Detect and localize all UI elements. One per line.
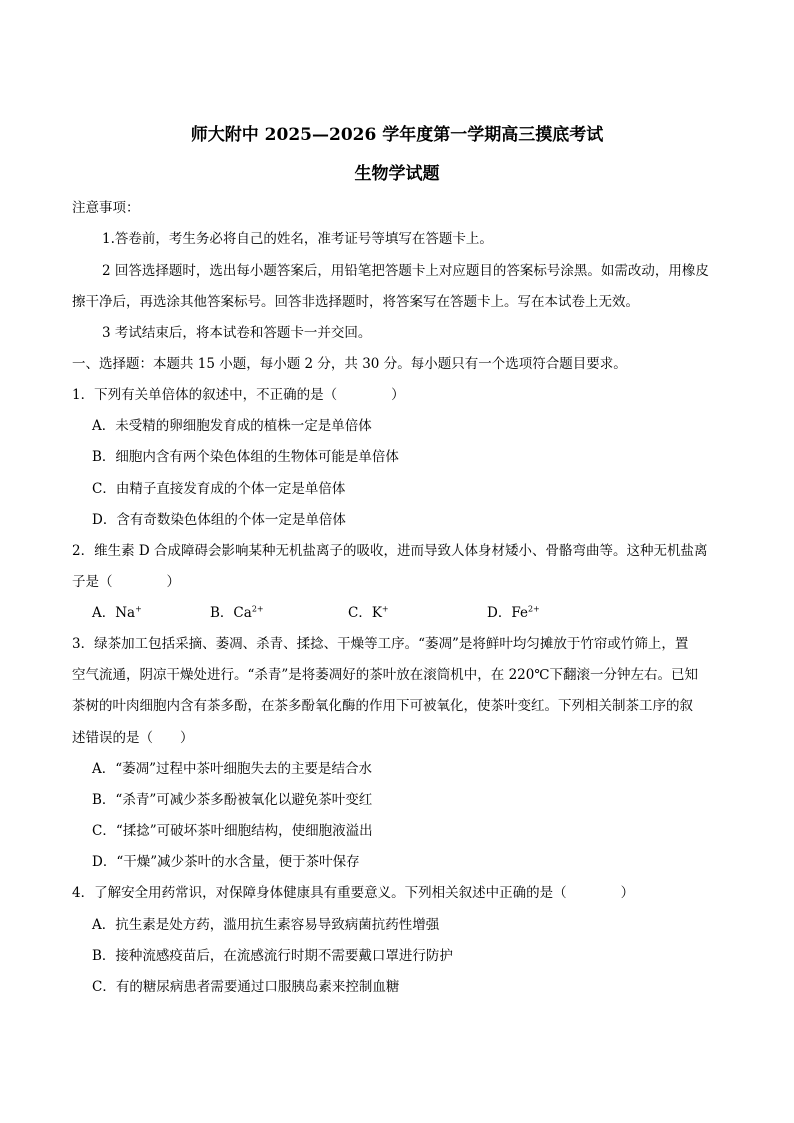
q3-option-d: D．“干燥”减少茶叶的水含量，便于茶叶保存	[92, 854, 360, 870]
q2-option-a-charge: +	[135, 604, 142, 614]
q2-option-c-label: C．K	[348, 605, 382, 621]
q3-stem-line-1: 3．绿茶加工包括采摘、萎凋、杀青、揉捻、干燥等工序。“萎凋”是将鲜叶均匀摊放于竹帘或竹筛上，置	[72, 636, 689, 652]
q2-option-c	[348, 604, 389, 622]
exam-subtitle: 生物学试题	[354, 164, 440, 184]
q3-stem-line-3: 茶树的叶肉细胞内含有茶多酚，在茶多酚氧化酶的作用下可被氧化，使茶叶变红。下列相关制茶工序的叙	[72, 698, 693, 714]
notice-heading: 注意事项：	[72, 200, 140, 216]
q1-option-a: A．未受精的卵细胞发育成的植株一定是单倍体	[92, 418, 372, 434]
q3-stem-line-4: 述错误的是（ ）	[72, 730, 194, 746]
q2-option-a	[92, 604, 142, 622]
notice-item-2-line-1: 2 回答选择题时，选出每小题答案后，用铅笔把答题卡上对应题目的答案标号涂黑。如需改动，用橡皮	[102, 263, 709, 279]
q1-stem: 1．下列有关单倍体的叙述中，不正确的是（ ）	[72, 387, 405, 403]
notice-item-1: 1.答卷前，考生务必将自己的姓名，准考证号等填写在答题卡上。	[102, 231, 493, 247]
q2-option-b-label: B．Ca	[210, 605, 252, 621]
notice-item-3: 3 考试结束后，将本试卷和答题卡一并交回。	[102, 325, 372, 341]
q1-option-b: B．细胞内含有两个染色体组的生物体可能是单倍体	[92, 449, 399, 465]
q2-option-b	[210, 604, 264, 622]
q2-option-b-charge: 2+	[251, 604, 264, 614]
q4-option-c: C．有的糖尿病患者需要通过口服胰岛素来控制血糖	[92, 979, 400, 995]
q1-option-c: C．由精子直接发育成的个体一定是单倍体	[92, 481, 346, 497]
q1-option-d: D．含有奇数染色体组的个体一定是单倍体	[92, 512, 346, 528]
q4-option-b: B．接种流感疫苗后，在流感流行时期不需要戴口罩进行防护	[92, 948, 453, 964]
q4-option-a: A．抗生素是处方药，滥用抗生素容易导致病菌抗药性增强	[92, 917, 440, 933]
q3-option-c: C．“揉捻”可破坏茶叶细胞结构，使细胞液溢出	[92, 823, 373, 839]
q2-stem-line-1: 2．维生素 D 合成障碍会影响某种无机盐离子的吸收，进而导致人体身材矮小、骨骼弯曲等。这种无机盐离	[72, 543, 708, 559]
exam-title: 师大附中 2025—2026 学年度第一学期高三摸底考试	[190, 125, 604, 145]
section-1-heading: 一、选择题：本题共 15 小题，每小题 2 分，共 30 分。每小题只有一个选项符合题目要求。	[72, 356, 627, 372]
q3-option-a: A．“萎凋”过程中茶叶细胞失去的主要是结合水	[92, 761, 373, 777]
q2-option-a-label: A．Na	[92, 605, 136, 621]
q2-option-d-charge: 2+	[527, 604, 540, 614]
q2-option-d	[487, 604, 540, 622]
q3-option-b: B．“杀青”可减少茶多酚被氧化以避免茶叶变红	[92, 792, 373, 808]
q3-stem-line-2: 空气流通，阴凉干燥处进行。“杀青”是将萎凋好的茶叶放在滚筒机中，在 220℃下翻滚一分钟左右。已知	[72, 667, 698, 683]
q4-stem: 4．了解安全用药常识，对保障身体健康具有重要意义。下列相关叙述中正确的是（ ）	[72, 885, 635, 901]
notice-item-2-line-2: 擦干净后，再选涂其他答案标号。回答非选择题时，将答案写在答题卡上。写在本试卷上无效。	[72, 294, 639, 310]
q2-option-c-charge: +	[381, 604, 389, 614]
q2-option-d-label: D．Fe	[487, 605, 528, 621]
q2-stem-line-2: 子是（ ）	[72, 574, 180, 590]
